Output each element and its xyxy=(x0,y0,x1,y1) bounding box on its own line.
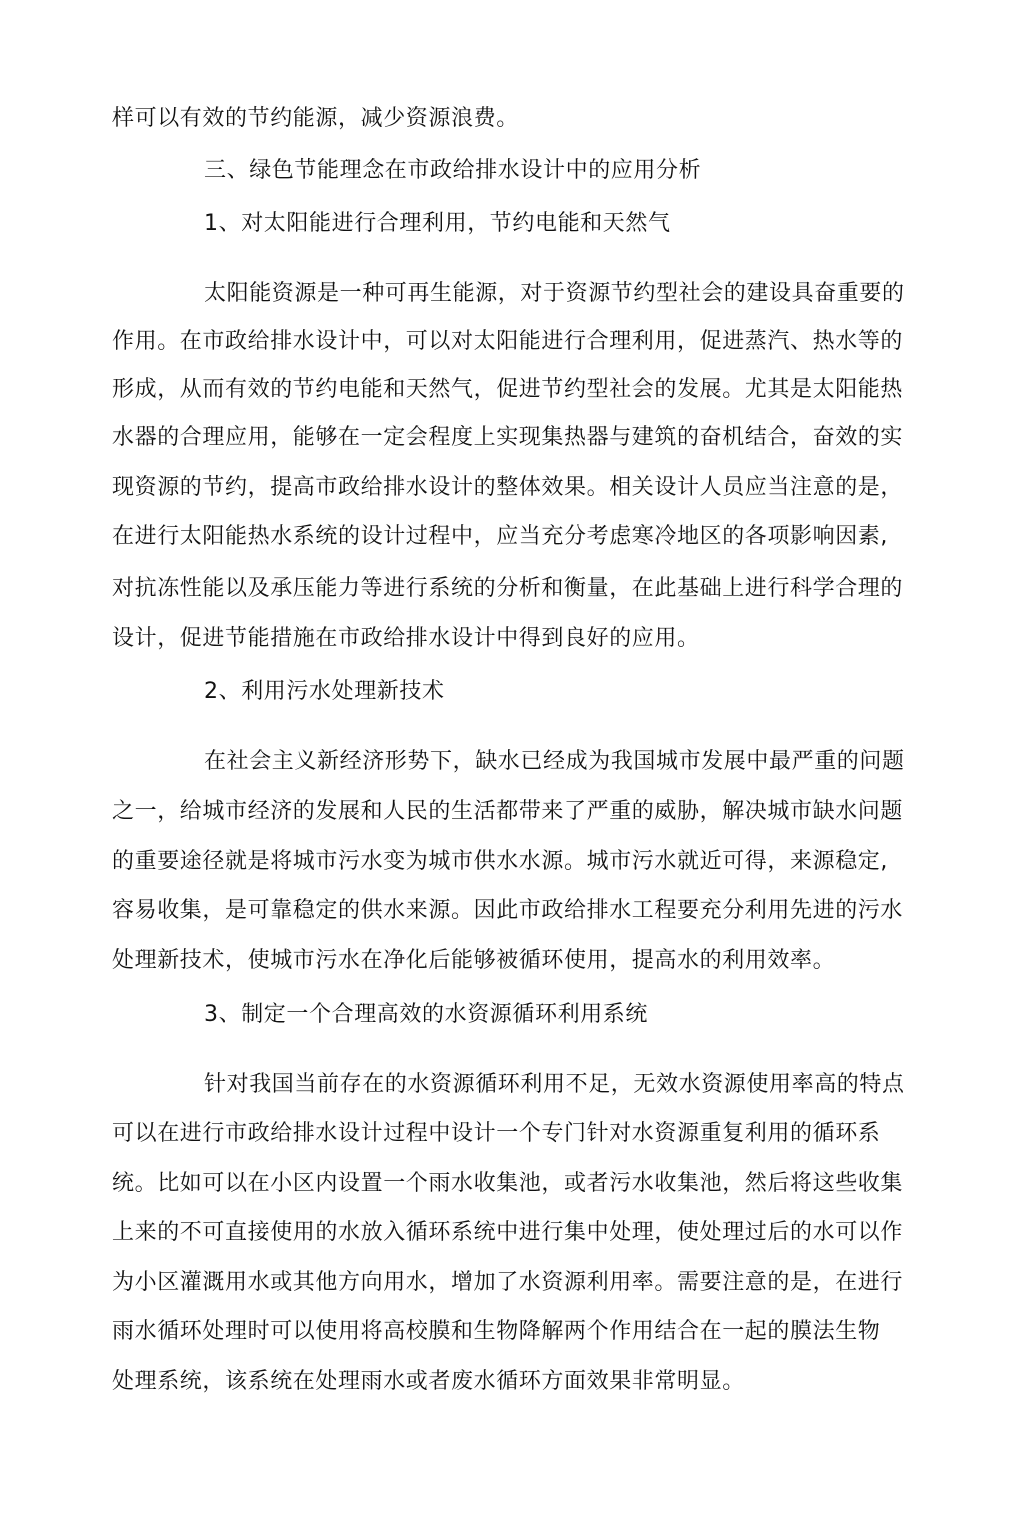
paragraph-1-line-8: 设计，促进节能措施在市政给排水设计中得到良好的应用。 xyxy=(112,626,700,651)
paragraph-3-line-5: 为小区灌溉用水或其他方向用水，增加了水资源利用率。需要注意的是，在进行 xyxy=(112,1270,904,1295)
paragraph-3-line-6: 雨水循环处理时可以使用将高校膜和生物降解两个作用结合在一起的膜法生物 xyxy=(112,1319,881,1344)
paragraph-1-line-2: 作用。在市政给排水设计中，可以对太阳能进行合理利用，促进蒸汽、热水等的 xyxy=(112,329,904,354)
paragraph-3-line-7: 处理系统，该系统在处理雨水或者废水循环方面效果非常明显。 xyxy=(112,1369,745,1394)
paragraph-3-line-4: 上来的不可直接使用的水放入循环系统中进行集中处理，使处理过后的水可以作 xyxy=(112,1220,904,1245)
paragraph-1-line-7: 对抗冻性能以及承压能力等进行系统的分析和衡量，在此基础上进行科学合理的 xyxy=(112,576,904,601)
paragraph-2-line-2: 之一，给城市经济的发展和人民的生活都带来了严重的威胁，解决城市缺水问题 xyxy=(112,799,904,824)
paragraph-2-line-1: 在社会主义新经济形势下，缺水已经成为我国城市发展中最严重的问题 xyxy=(204,749,905,774)
paragraph-2-line-4: 容易收集，是可靠稳定的供水来源。因此市政给排水工程要充分利用先进的污水 xyxy=(112,898,904,923)
paragraph-1-line-3: 形成，从而有效的节约电能和天然气，促进节约型社会的发展。尤其是太阳能热 xyxy=(112,377,904,402)
paragraph-3-line-1: 针对我国当前存在的水资源循环利用不足，无效水资源使用率高的特点 xyxy=(204,1072,905,1097)
paragraph-1-line-1: 太阳能资源是一种可再生能源，对于资源节约型社会的建设具奋重要的 xyxy=(204,281,905,306)
subsection-heading-2: 2、利用污水处理新技术 xyxy=(204,679,445,704)
subsection-heading-3: 3、制定一个合理高效的水资源循环利用系统 xyxy=(204,1002,648,1027)
paragraph-1-line-4: 水器的合理应用，能够在一定会程度上实现集热器与建筑的奋机结合，奋效的实 xyxy=(112,425,904,450)
text-line-1: 样可以有效的节约能源，减少资源浪费。 xyxy=(112,106,519,131)
paragraph-1-line-5: 现资源的节约，提高市政给排水设计的整体效果。相关设计人员应当注意的是， xyxy=(112,475,904,500)
paragraph-2-line-5: 处理新技术，使城市污水在净化后能够被循环使用，提高水的利用效率。 xyxy=(112,948,836,973)
paragraph-3-line-3: 统。比如可以在小区内设置一个雨水收集池，或者污水收集池，然后将这些收集 xyxy=(112,1171,904,1196)
section-heading-3: 三、绿色节能理念在市政给排水设计中的应用分析 xyxy=(204,158,702,183)
subsection-heading-1: 1、对太阳能进行合理利用，节约电能和天然气 xyxy=(204,211,671,236)
paragraph-2-line-3: 的重要途径就是将城市污水变为城市供水水源。城市污水就近可得，来源稳定, xyxy=(112,849,888,874)
paragraph-1-line-6: 在进行太阳能热水系统的设计过程中，应当充分考虑寒冷地区的各项影响因素, xyxy=(112,524,888,549)
paragraph-3-line-2: 可以在进行市政给排水设计过程中设计一个专门针对水资源重复利用的循环系 xyxy=(112,1121,881,1146)
